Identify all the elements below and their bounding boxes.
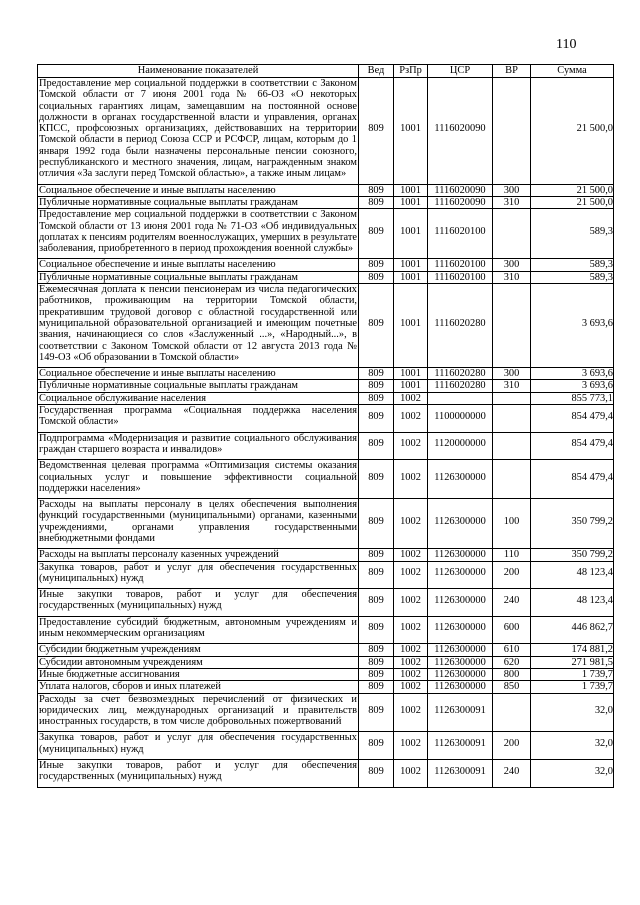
row-vr bbox=[493, 78, 531, 185]
row-name: Государственная программа «Социальная поддержка населения Томской области» bbox=[38, 405, 359, 433]
row-vr: 100 bbox=[493, 499, 531, 549]
row-vr: 610 bbox=[493, 644, 531, 656]
row-rzpr: 1001 bbox=[394, 196, 428, 208]
row-name: Публичные нормативные социальные выплаты гражданам bbox=[38, 380, 359, 392]
row-ved: 809 bbox=[359, 693, 394, 732]
row-rzpr: 1002 bbox=[394, 432, 428, 460]
table-row bbox=[38, 681, 614, 693]
row-csr: 1116020090 bbox=[428, 184, 493, 196]
row-vr: 310 bbox=[493, 271, 531, 283]
row-rzpr: 1001 bbox=[394, 184, 428, 196]
row-ved: 809 bbox=[359, 380, 394, 392]
table-row bbox=[38, 499, 614, 549]
row-name: Социальное обеспечение и иные выплаты населению bbox=[38, 259, 359, 271]
table-row bbox=[38, 561, 614, 589]
row-name: Уплата налогов, сборов и иных платежей bbox=[38, 681, 359, 693]
row-rzpr: 1002 bbox=[394, 405, 428, 433]
row-rzpr: 1001 bbox=[394, 368, 428, 380]
row-vr bbox=[493, 405, 531, 433]
row-ved: 809 bbox=[359, 184, 394, 196]
row-sum: 350 799,2 bbox=[531, 549, 614, 561]
table-row bbox=[38, 196, 614, 208]
row-ved: 809 bbox=[359, 209, 394, 259]
row-csr bbox=[428, 392, 493, 404]
row-name: Предоставление мер социальной поддержки в соответствии с Законом Томской области от 13 июня 2001 года № 71-ОЗ «Об индивидуальных доплатах к пенсиям родителям военнослужащих, умерших в результате заболевания, приобретенного в период прохождения военной службы» bbox=[38, 209, 359, 259]
row-vr bbox=[493, 460, 531, 499]
row-sum: 589,3 bbox=[531, 209, 614, 259]
row-csr: 1116020280 bbox=[428, 368, 493, 380]
row-csr: 1126300000 bbox=[428, 499, 493, 549]
row-ved: 809 bbox=[359, 760, 394, 788]
row-csr: 1126300000 bbox=[428, 589, 493, 617]
row-sum: 21 500,0 bbox=[531, 184, 614, 196]
row-sum: 1 739,7 bbox=[531, 681, 614, 693]
row-rzpr: 1002 bbox=[394, 561, 428, 589]
table-row bbox=[38, 405, 614, 433]
table-header-row bbox=[38, 65, 614, 78]
table-row bbox=[38, 644, 614, 656]
header-sum: Сумма bbox=[531, 65, 614, 78]
header-name: Наименование показателей bbox=[38, 65, 359, 78]
table-row bbox=[38, 184, 614, 196]
row-csr: 1116020090 bbox=[428, 196, 493, 208]
row-name: Подпрограмма «Модернизация и развитие социального обслуживания граждан старшего возраста и инвалидов» bbox=[38, 432, 359, 460]
table-row bbox=[38, 656, 614, 668]
row-sum: 21 500,0 bbox=[531, 78, 614, 185]
row-ved: 809 bbox=[359, 196, 394, 208]
row-csr: 1126300000 bbox=[428, 549, 493, 561]
row-sum: 174 881,2 bbox=[531, 644, 614, 656]
row-rzpr: 1002 bbox=[394, 681, 428, 693]
row-sum: 589,3 bbox=[531, 271, 614, 283]
row-name: Иные закупки товаров, работ и услуг для обеспечения государственных (муниципальных) нужд bbox=[38, 589, 359, 617]
row-vr: 300 bbox=[493, 184, 531, 196]
row-name: Расходы на выплаты персоналу в целях обеспечения выполнения функций государственными (муниципальными) органами, казенными учреждениями, органами управления государственными внебюджетными фондами bbox=[38, 499, 359, 549]
row-csr: 1126300000 bbox=[428, 616, 493, 644]
row-csr: 1126300091 bbox=[428, 732, 493, 760]
row-vr: 200 bbox=[493, 561, 531, 589]
table-row bbox=[38, 732, 614, 760]
row-name: Социальное обслуживание населения bbox=[38, 392, 359, 404]
row-rzpr: 1001 bbox=[394, 259, 428, 271]
row-ved: 809 bbox=[359, 681, 394, 693]
table-row bbox=[38, 259, 614, 271]
row-csr: 1126300000 bbox=[428, 644, 493, 656]
row-rzpr: 1002 bbox=[394, 392, 428, 404]
row-sum: 32,0 bbox=[531, 732, 614, 760]
row-name: Публичные нормативные социальные выплаты гражданам bbox=[38, 196, 359, 208]
row-name: Публичные нормативные социальные выплаты гражданам bbox=[38, 271, 359, 283]
row-ved: 809 bbox=[359, 668, 394, 680]
row-csr: 1116020280 bbox=[428, 380, 493, 392]
table-row bbox=[38, 368, 614, 380]
row-vr: 240 bbox=[493, 760, 531, 788]
header-vr: ВР bbox=[493, 65, 531, 78]
header-rzpr: РзПр bbox=[394, 65, 428, 78]
row-vr: 620 bbox=[493, 656, 531, 668]
row-csr: 1126300000 bbox=[428, 668, 493, 680]
row-name: Субсидии бюджетным учреждениям bbox=[38, 644, 359, 656]
row-name: Предоставление мер социальной поддержки в соответствии с Законом Томской области от 7 июня 2001 года № 66-ОЗ «О некоторых социальных гарантиях лицам, замещавшим на постоянной основе должности в органах государственной власти и управления, органах КПСС, профсоюзных организациях, действовавших на территории Томской области в период Союза ССР и РСФСР, лицам, которым до 1 января 1992 года были назначены персональные пенсии союзного, республиканского и местного значения, лицам, награжденным знаком отличия «За заслуги перед Томской областью», а также иным лицам» bbox=[38, 78, 359, 185]
row-rzpr: 1002 bbox=[394, 668, 428, 680]
row-vr: 300 bbox=[493, 368, 531, 380]
row-name: Ведомственная целевая программа «Оптимизация системы оказания социальных услуг и повышение эффективности социальной поддержки населения» bbox=[38, 460, 359, 499]
page-number: 110 bbox=[556, 37, 577, 52]
row-sum: 3 693,6 bbox=[531, 380, 614, 392]
row-name: Расходы за счет безвозмездных перечислений от физических и юридических лиц, международных организаций и правительств иностранных государств, в том числе добровольных пожертвований bbox=[38, 693, 359, 732]
row-rzpr: 1001 bbox=[394, 271, 428, 283]
row-name: Закупка товаров, работ и услуг для обеспечения государственных (муниципальных) нужд bbox=[38, 732, 359, 760]
row-vr: 200 bbox=[493, 732, 531, 760]
row-rzpr: 1002 bbox=[394, 460, 428, 499]
row-sum: 21 500,0 bbox=[531, 196, 614, 208]
row-vr: 800 bbox=[493, 668, 531, 680]
row-vr: 240 bbox=[493, 589, 531, 617]
row-sum: 446 862,7 bbox=[531, 616, 614, 644]
row-rzpr: 1002 bbox=[394, 693, 428, 732]
row-rzpr: 1002 bbox=[394, 644, 428, 656]
row-ved: 809 bbox=[359, 732, 394, 760]
row-rzpr: 1002 bbox=[394, 616, 428, 644]
table-row bbox=[38, 209, 614, 259]
row-ved: 809 bbox=[359, 460, 394, 499]
row-name: Субсидии автономным учреждениям bbox=[38, 656, 359, 668]
row-ved: 809 bbox=[359, 78, 394, 185]
row-csr: 1116020280 bbox=[428, 284, 493, 368]
row-csr: 1126300000 bbox=[428, 681, 493, 693]
table-row bbox=[38, 460, 614, 499]
row-rzpr: 1001 bbox=[394, 78, 428, 185]
row-vr: 110 bbox=[493, 549, 531, 561]
row-csr: 1116020090 bbox=[428, 78, 493, 185]
row-ved: 809 bbox=[359, 432, 394, 460]
row-name: Социальное обеспечение и иные выплаты населению bbox=[38, 368, 359, 380]
row-sum: 854 479,4 bbox=[531, 432, 614, 460]
header-csr: ЦСР bbox=[428, 65, 493, 78]
row-sum: 32,0 bbox=[531, 693, 614, 732]
row-name: Расходы на выплаты персоналу казенных учреждений bbox=[38, 549, 359, 561]
table-row bbox=[38, 760, 614, 788]
row-csr: 1116020100 bbox=[428, 271, 493, 283]
row-ved: 809 bbox=[359, 616, 394, 644]
row-csr: 1126300091 bbox=[428, 693, 493, 732]
table-row bbox=[38, 78, 614, 185]
budget-table bbox=[37, 64, 614, 788]
row-vr: 310 bbox=[493, 380, 531, 392]
row-csr: 1116020100 bbox=[428, 209, 493, 259]
row-csr: 1120000000 bbox=[428, 432, 493, 460]
row-rzpr: 1001 bbox=[394, 380, 428, 392]
table-row bbox=[38, 284, 614, 368]
row-sum: 3 693,6 bbox=[531, 368, 614, 380]
row-ved: 809 bbox=[359, 368, 394, 380]
table-row bbox=[38, 616, 614, 644]
row-ved: 809 bbox=[359, 561, 394, 589]
row-vr: 310 bbox=[493, 196, 531, 208]
row-sum: 48 123,4 bbox=[531, 561, 614, 589]
row-rzpr: 1002 bbox=[394, 760, 428, 788]
header-ved: Вед bbox=[359, 65, 394, 78]
table-row bbox=[38, 589, 614, 617]
row-name: Социальное обеспечение и иные выплаты населению bbox=[38, 184, 359, 196]
table-row bbox=[38, 668, 614, 680]
row-name: Закупка товаров, работ и услуг для обеспечения государственных (муниципальных) нужд bbox=[38, 561, 359, 589]
row-name: Предоставление субсидий бюджетным, автономным учреждениям и иным некоммерческим организациям bbox=[38, 616, 359, 644]
row-vr bbox=[493, 432, 531, 460]
row-sum: 48 123,4 bbox=[531, 589, 614, 617]
row-vr: 600 bbox=[493, 616, 531, 644]
row-rzpr: 1002 bbox=[394, 499, 428, 549]
table-row bbox=[38, 380, 614, 392]
row-sum: 854 479,4 bbox=[531, 405, 614, 433]
row-rzpr: 1002 bbox=[394, 732, 428, 760]
row-vr bbox=[493, 209, 531, 259]
row-rzpr: 1001 bbox=[394, 209, 428, 259]
row-vr bbox=[493, 392, 531, 404]
row-csr: 1126300000 bbox=[428, 561, 493, 589]
row-sum: 271 981,5 bbox=[531, 656, 614, 668]
row-ved: 809 bbox=[359, 499, 394, 549]
row-vr bbox=[493, 284, 531, 368]
row-sum: 855 773,1 bbox=[531, 392, 614, 404]
row-csr: 1116020100 bbox=[428, 259, 493, 271]
row-csr: 1100000000 bbox=[428, 405, 493, 433]
table-row bbox=[38, 392, 614, 404]
row-sum: 32,0 bbox=[531, 760, 614, 788]
row-ved: 809 bbox=[359, 392, 394, 404]
row-ved: 809 bbox=[359, 259, 394, 271]
table-row bbox=[38, 432, 614, 460]
row-rzpr: 1001 bbox=[394, 284, 428, 368]
table-row bbox=[38, 549, 614, 561]
row-name: Ежемесячная доплата к пенсии пенсионерам из числа педагогических работников, проживающим на территории Томской области, прекратившим трудовой договор с областной государственной или муниципальной образовательной организацией и имеющим почетные звания, начинающиеся со слов «Заслуженный ...», «Народный...», в соответствии с Законом Томской области от 12 августа 2013 года № 149-ОЗ «Об образовании в Томской области» bbox=[38, 284, 359, 368]
row-sum: 350 799,2 bbox=[531, 499, 614, 549]
table-row bbox=[38, 271, 614, 283]
row-rzpr: 1002 bbox=[394, 656, 428, 668]
row-ved: 809 bbox=[359, 284, 394, 368]
row-rzpr: 1002 bbox=[394, 589, 428, 617]
row-csr: 1126300000 bbox=[428, 656, 493, 668]
row-ved: 809 bbox=[359, 271, 394, 283]
row-name: Иные закупки товаров, работ и услуг для обеспечения государственных (муниципальных) нужд bbox=[38, 760, 359, 788]
row-vr: 850 bbox=[493, 681, 531, 693]
row-sum: 854 479,4 bbox=[531, 460, 614, 499]
row-ved: 809 bbox=[359, 644, 394, 656]
table-row bbox=[38, 693, 614, 732]
row-vr bbox=[493, 693, 531, 732]
row-sum: 589,3 bbox=[531, 259, 614, 271]
row-ved: 809 bbox=[359, 405, 394, 433]
row-ved: 809 bbox=[359, 549, 394, 561]
row-csr: 1126300000 bbox=[428, 460, 493, 499]
row-csr: 1126300091 bbox=[428, 760, 493, 788]
row-sum: 1 739,7 bbox=[531, 668, 614, 680]
row-rzpr: 1002 bbox=[394, 549, 428, 561]
row-ved: 809 bbox=[359, 589, 394, 617]
row-sum: 3 693,6 bbox=[531, 284, 614, 368]
row-vr: 300 bbox=[493, 259, 531, 271]
row-ved: 809 bbox=[359, 656, 394, 668]
row-name: Иные бюджетные ассигнования bbox=[38, 668, 359, 680]
